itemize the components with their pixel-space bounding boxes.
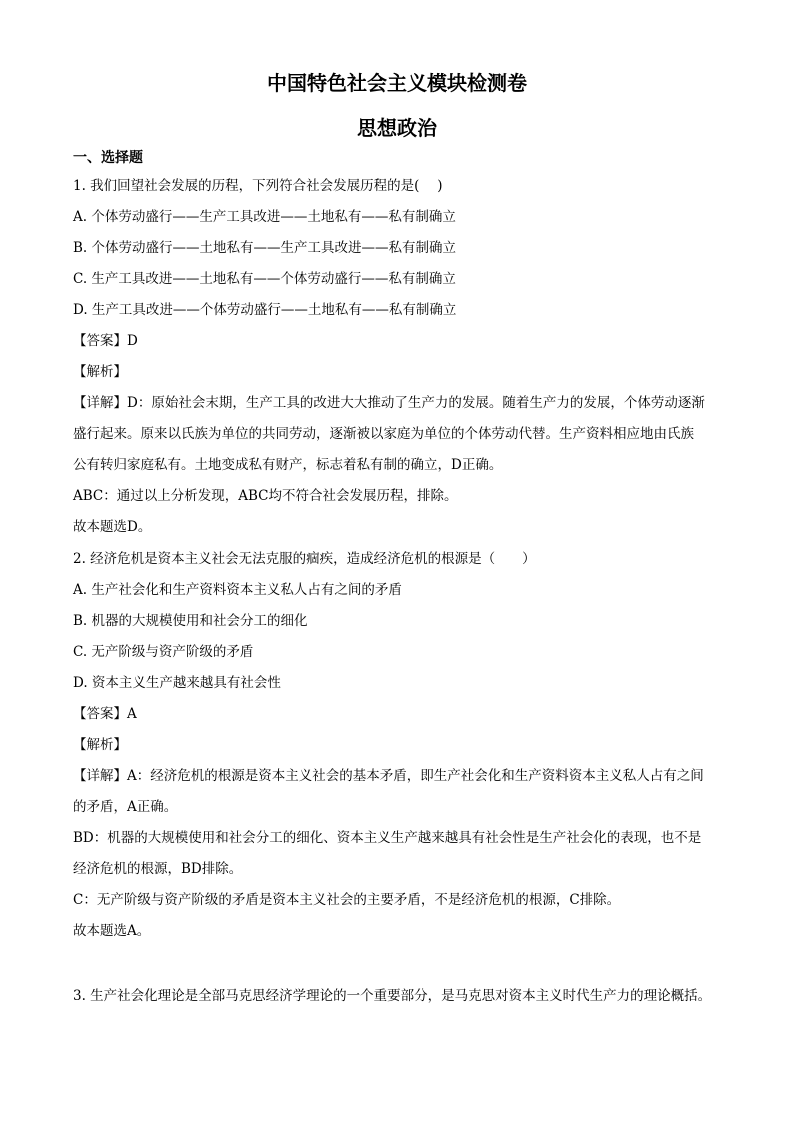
question-3-stem: 3. 生产社会化理论是全部马克思经济学理论的一个重要部分，是马克思对资本主义时代生产力的理论概括。 xyxy=(73,988,712,1004)
question-1-detail-line: 公有转归家庭私有。土地变成私有财产，标志着私有制的确立，D正确。 xyxy=(73,457,503,473)
question-1-analysis-label: 【解析】 xyxy=(73,364,127,380)
document-title: 中国特色社会主义模块检测卷 xyxy=(267,71,527,95)
question-2-answer: 【答案】A xyxy=(73,706,137,722)
question-2-detail-line: 的矛盾，A正确。 xyxy=(73,799,178,815)
question-2-detail-line: 经济危机的根源，BD排除。 xyxy=(73,861,243,877)
question-1-option-b: B. 个体劳动盛行——土地私有——生产工具改进——私有制确立 xyxy=(73,240,457,256)
question-2-option-d: D. 资本主义生产越来越具有社会性 xyxy=(73,675,281,691)
question-2-option-b: B. 机器的大规模使用和社会分工的细化 xyxy=(73,613,308,629)
question-1-stem: 1. 我们回望社会发展的历程，下列符合社会发展历程的是( ) xyxy=(73,178,443,194)
question-2-conclusion: 故本题选A。 xyxy=(73,923,151,939)
document-subtitle: 思想政治 xyxy=(357,116,437,140)
question-1-conclusion: 故本题选D。 xyxy=(73,519,152,535)
question-1-detail-line: 【详解】D：原始社会末期，生产工具的改进大大推动了生产力的发展。随着生产力的发展，个体劳动逐渐 xyxy=(73,395,705,411)
question-2-option-c: C. 无产阶级与资产阶级的矛盾 xyxy=(73,644,254,660)
section-heading: 一、选择题 xyxy=(73,150,143,166)
question-1-detail-line: ABC：通过以上分析发现，ABC均不符合社会发展历程，排除。 xyxy=(73,488,458,504)
question-1-option-a: A. 个体劳动盛行——生产工具改进——土地私有——私有制确立 xyxy=(73,209,456,225)
question-2-analysis-label: 【解析】 xyxy=(73,737,127,753)
question-1-answer: 【答案】D xyxy=(73,333,138,349)
question-2-detail-line: 【详解】A：经济危机的根源是资本主义社会的基本矛盾，即生产社会化和生产资料资本主义私人占有之间 xyxy=(73,768,704,784)
question-2-option-a: A. 生产社会化和生产资料资本主义私人占有之间的矛盾 xyxy=(73,582,402,598)
question-1-option-d: D. 生产工具改进——个体劳动盛行——土地私有——私有制确立 xyxy=(73,302,457,318)
question-1-detail-line: 盛行起来。原来以氏族为单位的共同劳动，逐渐被以家庭为单位的个体劳动代替。生产资料相应地由氏族 xyxy=(73,426,694,442)
question-1-option-c: C. 生产工具改进——土地私有——个体劳动盛行——私有制确立 xyxy=(73,271,456,287)
question-2-stem: 2. 经济危机是资本主义社会无法克服的痼疾，造成经济危机的根源是（ ） xyxy=(73,551,536,567)
question-2-detail-line: C：无产阶级与资产阶级的矛盾是资本主义社会的主要矛盾，不是经济危机的根源，C排除。 xyxy=(73,892,621,908)
question-2-detail-line: BD：机器的大规模使用和社会分工的细化、资本主义生产越来越具有社会性是生产社会化的表现，也不是 xyxy=(73,830,702,846)
